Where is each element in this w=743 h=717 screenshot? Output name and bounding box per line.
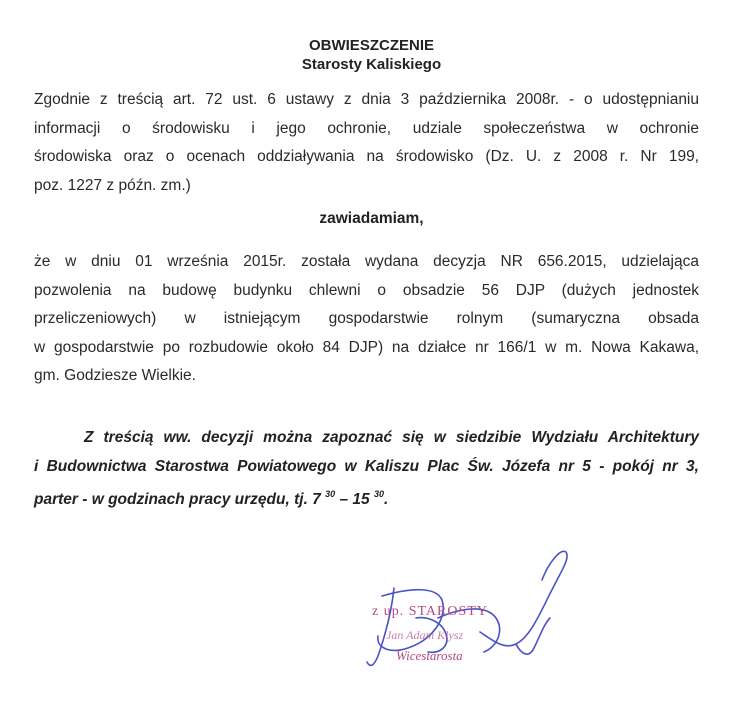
- info-line: Z treścią ww. decyzji można zapoznać się w siedzibie Wydziału Architektury: [84, 429, 699, 446]
- stamp-name: Jan Adam Kłysz: [386, 628, 464, 642]
- intro-line: Zgodnie z treścią art. 72 ust. 6 ustawy z dnia 3 października 2008r. - o udostępnianiu: [34, 91, 699, 108]
- decision-line: że w dniu 01 września 2015r. została wydana decyzja NR 656.2015, udzielająca: [34, 253, 699, 270]
- decision-line: pozwolenia na budowę budynku chlewni o obsadzie 56 DJP (dużych jednostek: [34, 281, 699, 299]
- decision-line: gm. Godziesze Wielkie.: [34, 367, 196, 384]
- info-line-end: .: [383, 491, 389, 509]
- hour-end-minutes: 30: [373, 489, 384, 499]
- hour-dash: – 15: [335, 491, 370, 509]
- info-paragraph: [34, 424, 699, 515]
- document-subtitle: Starosty Kaliskiego: [301, 56, 442, 73]
- decision-line: przeliczeniowych) w istniejącym gospodarstwie rolnym (sumaryczna obsada: [34, 310, 699, 327]
- intro-line: informacji o środowisku i jego ochronie, udziale społeczeństwa w ochronie: [34, 119, 699, 137]
- intro-paragraph: [34, 86, 699, 200]
- stamp-role: Wicestarosta: [396, 648, 463, 663]
- notice-heading: zawiadamiam,: [319, 210, 424, 227]
- info-line-prefix: parter - w godzinach pracy urzędu, tj. 7: [34, 491, 321, 509]
- decision-paragraph: [34, 248, 699, 391]
- document-title: OBWIESZCZENIE: [308, 37, 434, 54]
- decision-line: w gospodarstwie po rozbudowie około 84 DJP) na działce nr 166/1 w m. Nowa Kakawa,: [34, 338, 699, 356]
- intro-line: poz. 1227 z późn. zm.): [34, 176, 191, 194]
- hour-start-minutes: 30: [325, 489, 336, 499]
- info-line: i Budownictwa Starostwa Powiatowego w Kaliszu Plac Św. Józefa nr 5 - pokój nr 3,: [34, 457, 699, 475]
- info-line-hours: [34, 481, 699, 515]
- intro-line: środowiska oraz o ocenach oddziaływania na środowisko (Dz. U. z 2008 r. Nr 199,: [34, 148, 699, 165]
- stamp-line: z up. STAROSTY: [372, 604, 488, 619]
